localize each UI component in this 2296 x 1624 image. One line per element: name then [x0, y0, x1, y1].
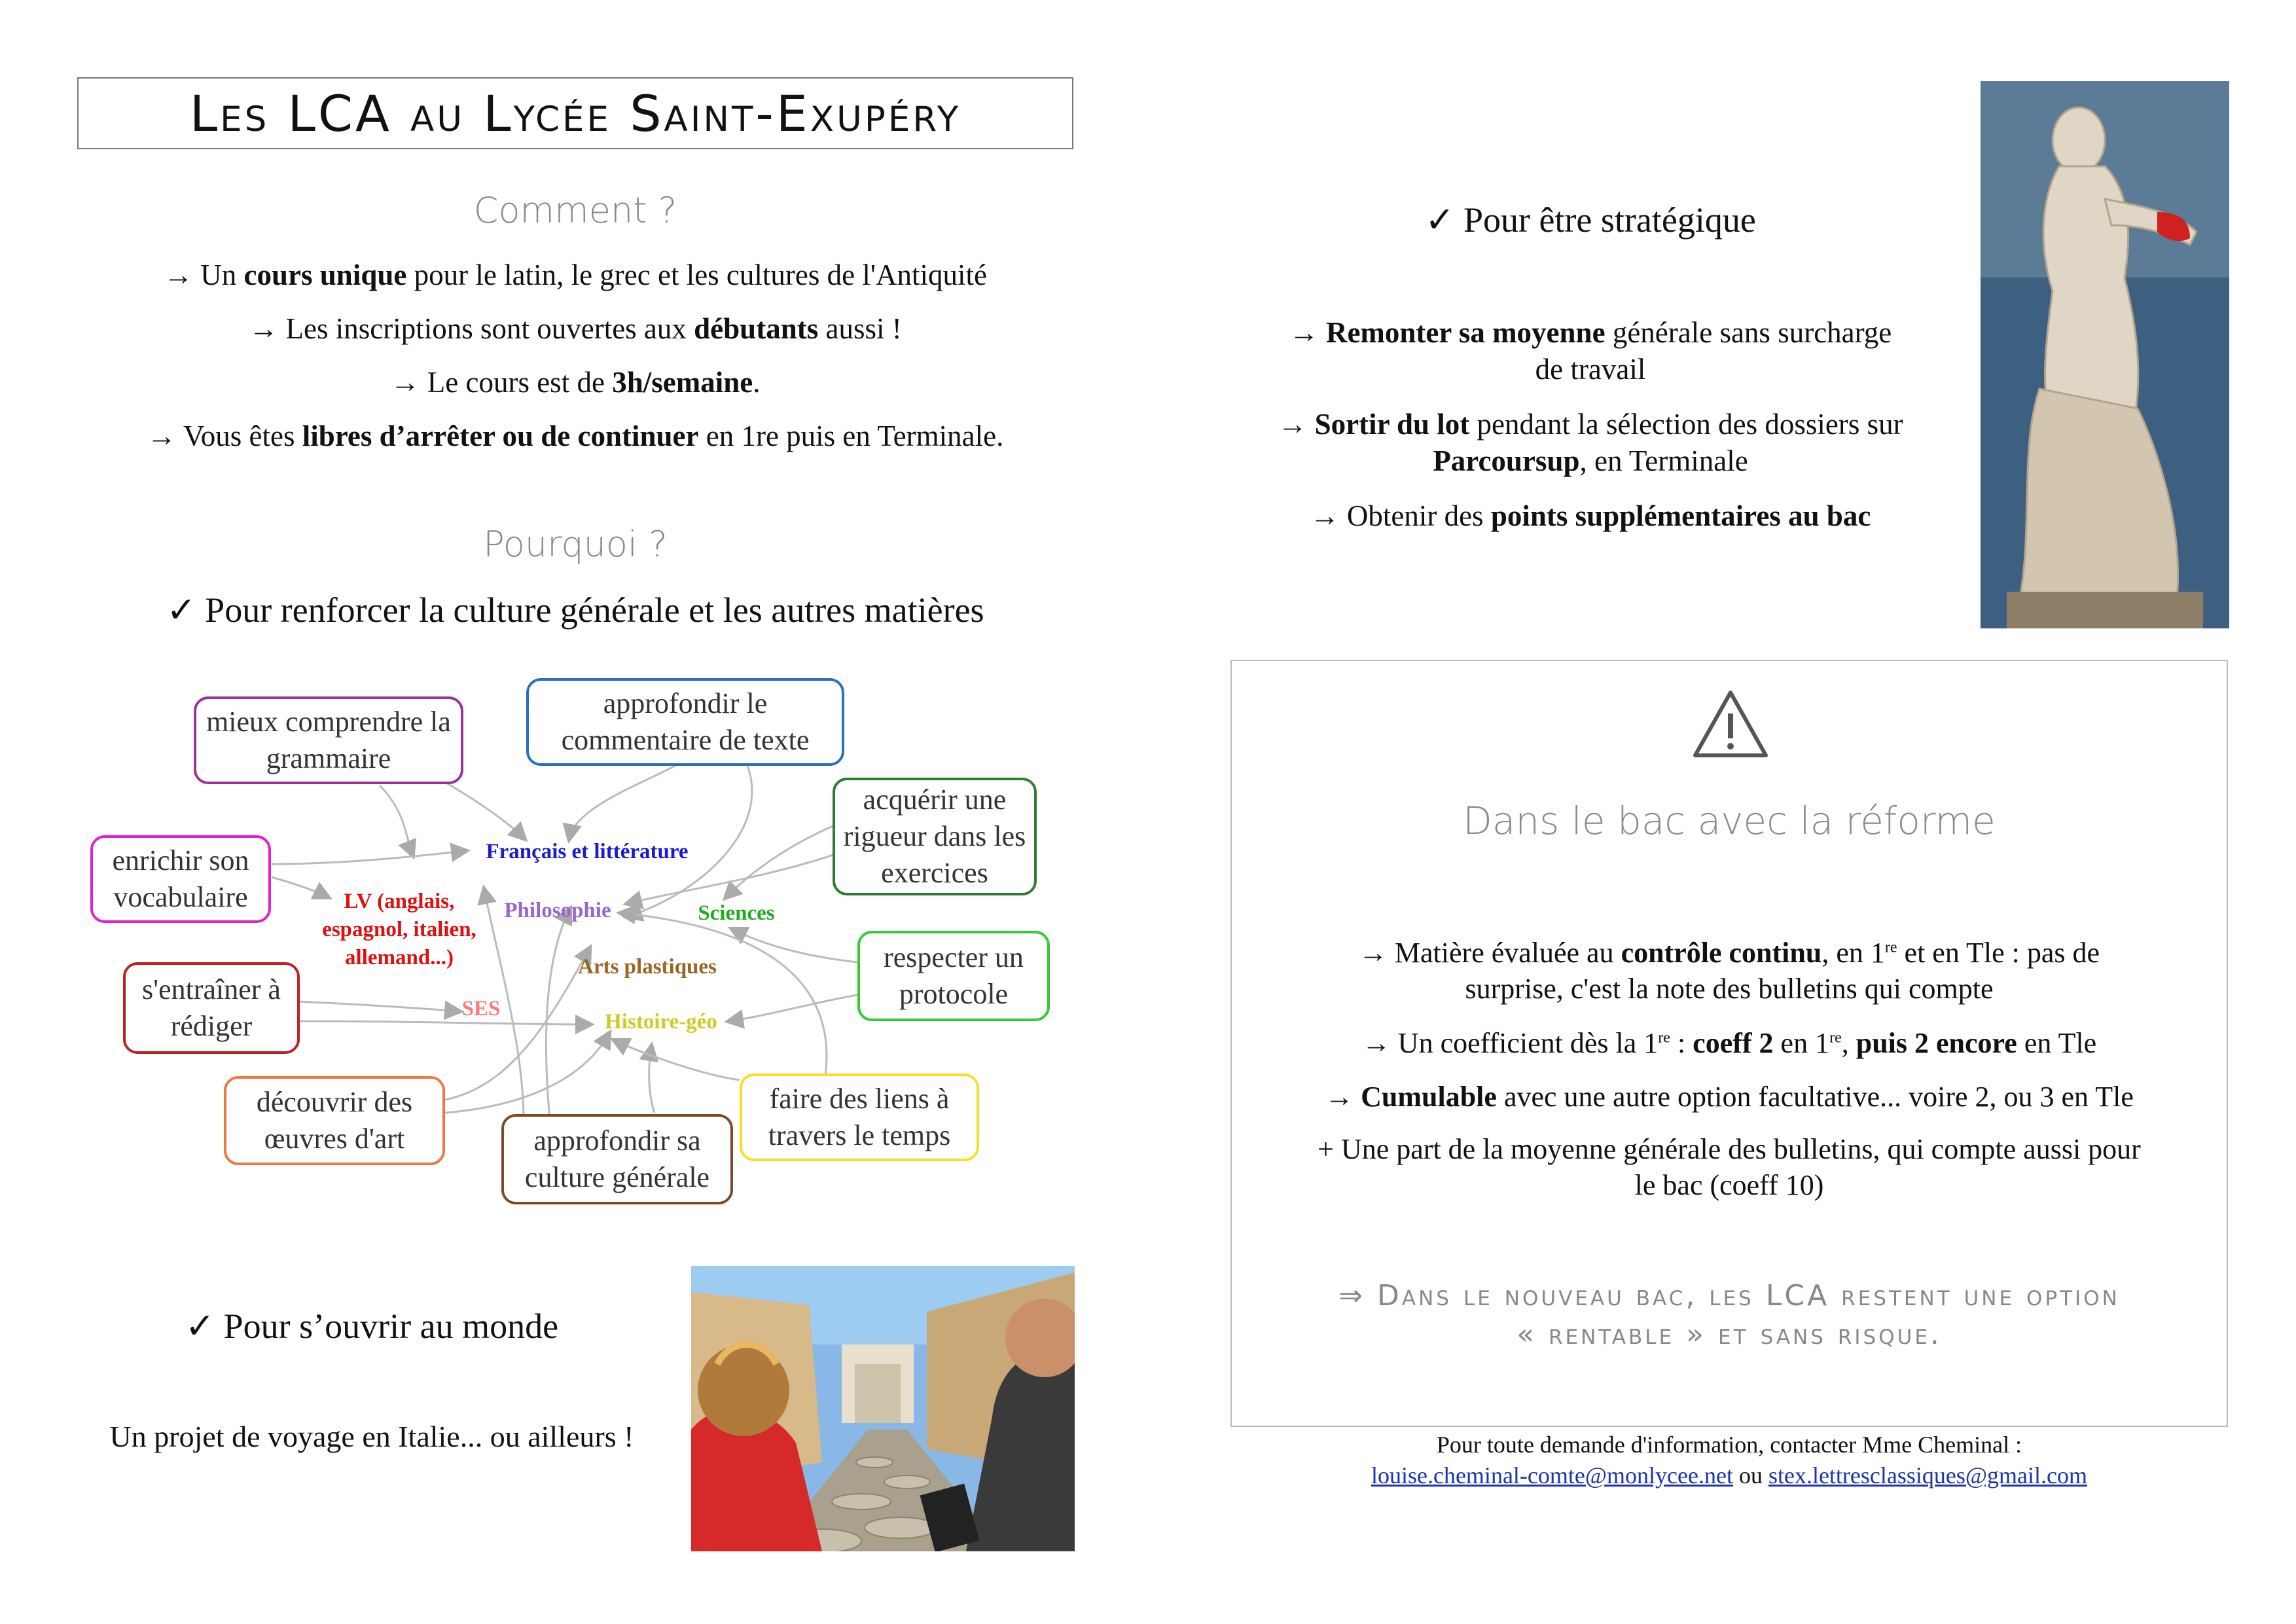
- node-rigueur: acquérir une rigueur dans les exercices: [833, 778, 1037, 895]
- email-link-stex[interactable]: stex.lettresclassiques@gmail.com: [1768, 1462, 2087, 1489]
- subject-ses: SES: [461, 997, 501, 1020]
- node-grammaire: mieux comprendre la grammaire: [194, 696, 463, 784]
- node-culture: approfondir sa culture générale: [501, 1114, 733, 1204]
- voyage-text: Un projet de voyage en Italie... ou ailleurs !: [109, 1420, 634, 1453]
- subject-histoire: Histoire-géo: [605, 1010, 717, 1034]
- bac-line-3: → Cumulable avec une autre option facultative... voire 2, ou 3 en Tle: [1325, 1081, 2134, 1113]
- warning-icon: [1691, 689, 1770, 759]
- bac-line-4: + Une part de la moyenne générale des bulletins, qui compte aussi pour le bac (coeff 10): [1318, 1133, 2141, 1201]
- monde-reason: ✓ Pour s’ouvrir au monde: [185, 1307, 559, 1346]
- node-oeuvres: découvrir des œuvres d'art: [224, 1076, 445, 1165]
- page-title: Les LCA au Lycée Saint-Exupéry: [77, 77, 1073, 149]
- strategique-reason: ✓ Pour être stratégique: [1425, 200, 1756, 240]
- node-rediger: s'entraîner à rédiger: [123, 962, 300, 1054]
- subject-francais: Français et littérature: [486, 840, 689, 863]
- subject-lv: LV (anglais, espagnol, italien, allemand...): [322, 890, 476, 969]
- roman-street-photo: [691, 1266, 1075, 1551]
- contact-info: Pour toute demande d'information, contacter Mme Cheminal : louise.cheminal-comte@monlycee.net ou stex.lettresclassiques@gmail.com: [1371, 1432, 2087, 1489]
- node-liens: faire des liens à travers le temps: [740, 1074, 979, 1161]
- bac-conclusion: ⇒ Dans le nouveau bac, les LCA restent une option « rentable » et sans risque.: [1338, 1279, 2120, 1352]
- pourquoi-heading: Pourquoi ?: [483, 524, 668, 565]
- strat-line-2: → Sortir du lot pendant la sélection des dossiers sur Parcoursup, en Terminale: [1278, 408, 1903, 478]
- subject-philo: Philosophie: [504, 899, 611, 922]
- strat-line-3: → Obtenir des points supplémentaires au bac: [1310, 499, 1871, 532]
- comment-heading: Comment ?: [473, 190, 677, 231]
- culture-reason: ✓ Pour renforcer la culture générale et les autres matières: [166, 590, 984, 630]
- node-protocole: respecter un protocole: [857, 931, 1050, 1021]
- subject-arts: Arts plastiques: [578, 955, 717, 979]
- node-vocabulaire: enrichir son vocabulaire: [90, 835, 271, 923]
- bac-info-box: [1230, 660, 2228, 1427]
- bac-heading: Dans le bac avec la réforme: [1463, 799, 1996, 843]
- contact-line: Pour toute demande d'information, contacter Mme Cheminal :: [1436, 1432, 2022, 1458]
- email-link-cheminal[interactable]: louise.cheminal-comte@monlycee.net: [1371, 1462, 1733, 1489]
- bac-line-2: → Un coefficient dès la 1re : coeff 2 en 1re, puis 2 encore en Tle: [1361, 1027, 2097, 1059]
- strat-line-1: → Remonter sa moyenne générale sans surcharge de travail: [1289, 316, 1892, 386]
- comment-line-3: → Le cours est de 3h/semaine.: [390, 366, 761, 399]
- bac-line-1: → Matière évaluée au contrôle continu, en 1re et en Tle : pas de surprise, c'est la note des bulletins qui compte: [1358, 937, 2100, 1005]
- node-commentaire: approfondir le commentaire de texte: [526, 678, 844, 766]
- comment-line-4: → Vous êtes libres d’arrêter ou de continuer en 1re puis en Terminale.: [147, 420, 1004, 452]
- venus-statue-photo: [1981, 81, 2229, 628]
- comment-line-2: → Les inscriptions sont ouvertes aux débutants aussi !: [249, 312, 902, 345]
- subject-sciences: Sciences: [698, 901, 775, 925]
- comment-line-1: → Un cours unique pour le latin, le grec et les cultures de l'Antiquité: [164, 259, 987, 291]
